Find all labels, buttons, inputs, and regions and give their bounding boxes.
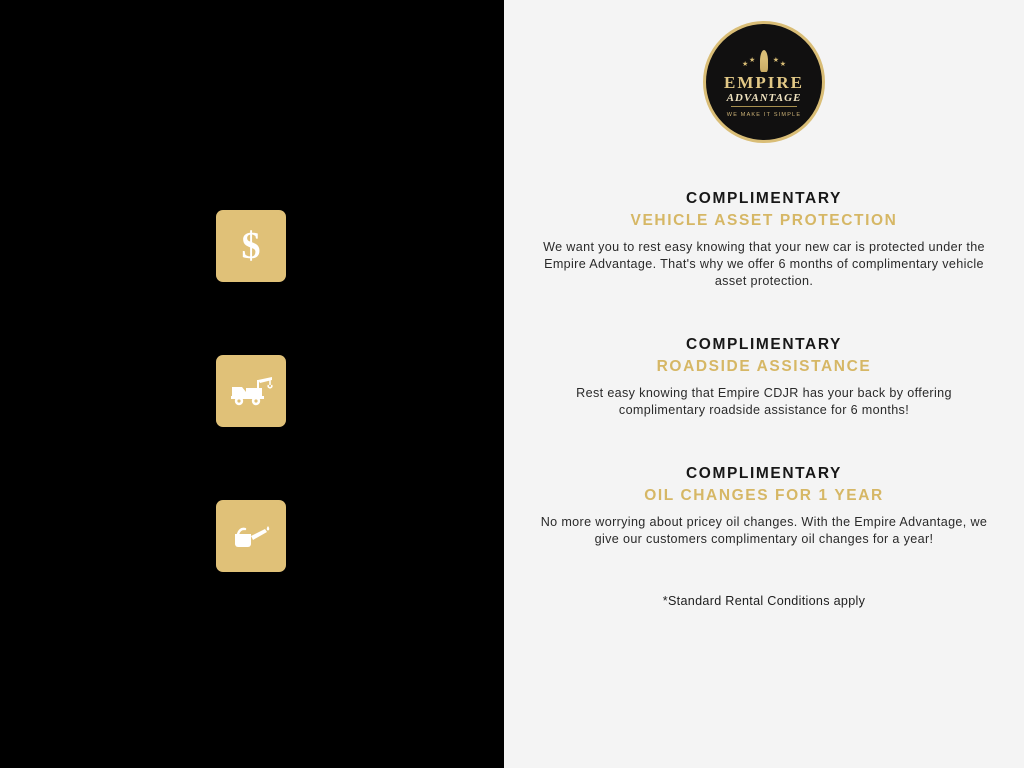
benefit-block-roadside-assistance bbox=[538, 336, 990, 419]
benefit-body: Rest easy knowing that Empire CDJR has your back by offering complimentary roadside assistance for 6 months! bbox=[576, 386, 952, 417]
benefit-kicker: COMPLIMENTARY bbox=[686, 465, 842, 482]
oil-can-icon-tile bbox=[216, 500, 286, 572]
logo-wrap bbox=[504, 21, 1024, 143]
torch-icon bbox=[760, 50, 768, 72]
dollar-sign-icon: $ bbox=[241, 225, 261, 267]
footnote: *Standard Rental Conditions apply bbox=[662, 594, 866, 608]
star-icon: ★ bbox=[779, 61, 786, 69]
logo-subname: ADVANTAGE bbox=[726, 91, 802, 104]
benefit-headline: OIL CHANGES FOR 1 YEAR bbox=[644, 487, 884, 504]
logo-divider bbox=[731, 106, 797, 107]
benefit-block-oil-changes bbox=[538, 465, 990, 548]
benefit-body: No more worrying about pricey oil changes. With the Empire Advantage, we give our customers complimentary oil changes for a year! bbox=[540, 515, 988, 546]
benefit-headline: ROADSIDE ASSISTANCE bbox=[656, 358, 872, 375]
right-content-panel bbox=[504, 0, 1024, 768]
star-icon: ★ bbox=[749, 57, 756, 65]
benefit-block-vehicle-asset-protection bbox=[538, 190, 990, 290]
benefit-headline: VEHICLE ASSET PROTECTION bbox=[630, 212, 898, 229]
star-icon: ★ bbox=[772, 57, 779, 65]
torch-crest-icon bbox=[741, 46, 787, 72]
benefit-kicker: COMPLIMENTARY bbox=[686, 336, 842, 353]
left-icon-panel bbox=[0, 0, 504, 768]
logo-name: EMPIRE bbox=[724, 73, 804, 93]
tow-truck-icon-tile bbox=[216, 355, 286, 427]
icon-stack bbox=[216, 210, 286, 572]
empire-advantage-logo bbox=[703, 21, 825, 143]
tow-truck-icon bbox=[228, 374, 274, 408]
oil-can-icon bbox=[229, 520, 273, 552]
star-icon: ★ bbox=[742, 61, 749, 69]
benefit-body: We want you to rest easy knowing that your new car is protected under the Empire Advantage. That's why we offer 6 months of complimentary vehicle asset protection. bbox=[543, 240, 985, 288]
logo-tagline: WE MAKE IT SIMPLE bbox=[726, 111, 802, 118]
benefit-kicker: COMPLIMENTARY bbox=[686, 190, 842, 207]
dollar-sign-icon-tile bbox=[216, 210, 286, 282]
benefits-list bbox=[504, 190, 1024, 608]
